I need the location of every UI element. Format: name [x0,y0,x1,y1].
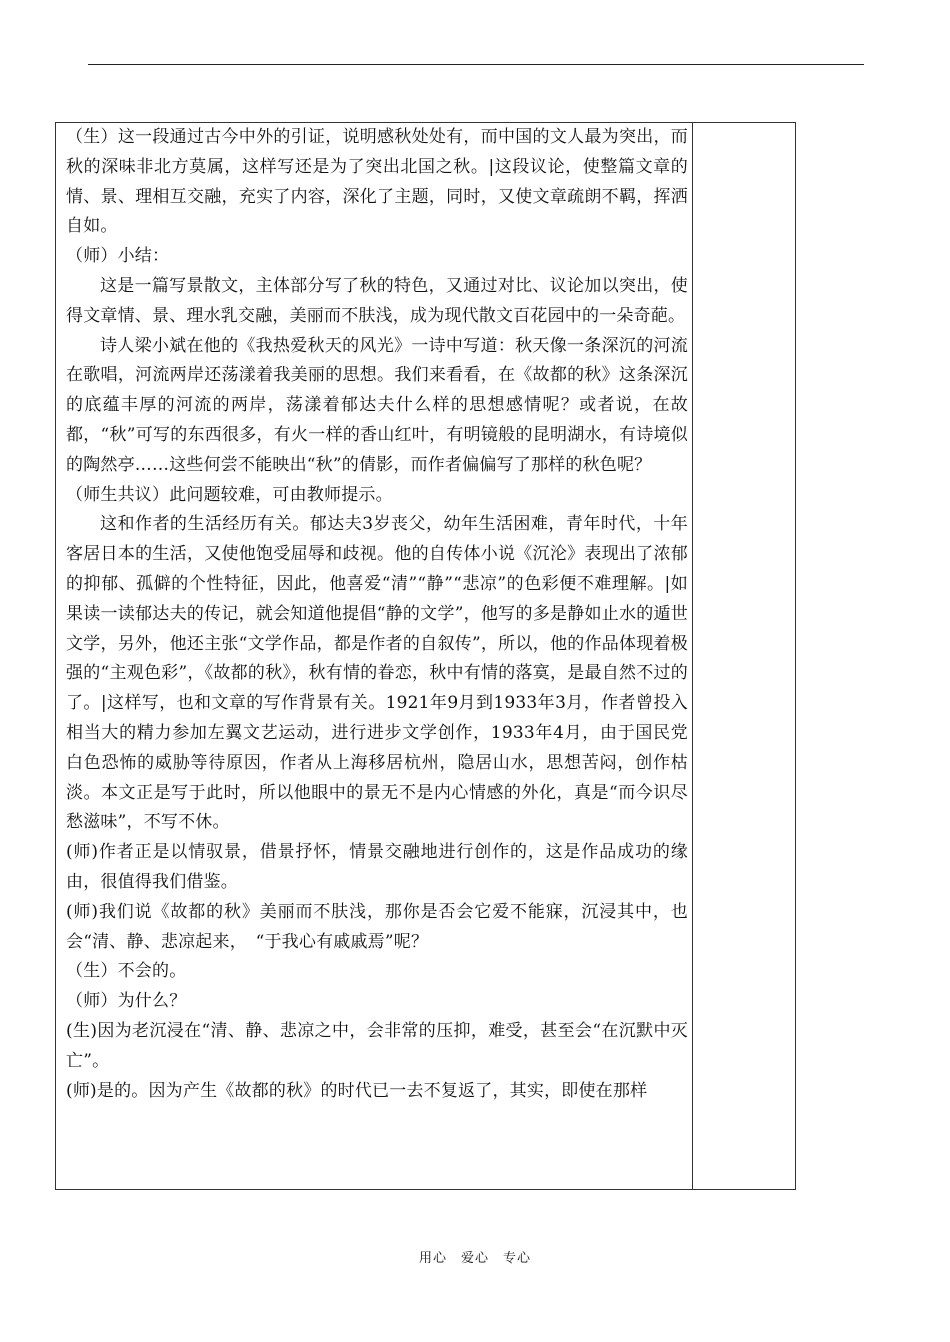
paragraph: （师生共议）此问题较难，可由教师提示。 [66,484,393,505]
paragraph: 诗人梁小斌在他的《我热爱秋天的风光》一诗中写道：秋天像一条深沉的河流在歌唱，河流两岸还荡漾着我美丽的思想。我们来看看，在《故都的秋》这条深沉的底蕴丰厚的河流的两岸，荡漾着郁达夫什么样的思想感情呢？或者说，在故都，“秋”可写的东西很多，有火一样的香山红叶，有明镜般的昆明湖水，有诗境似的陶然亭……这些何尝不能映出“秋”的倩影，而作者偏偏写了那样的秋色呢？ [66,335,688,475]
page-footer: 用心 爱心 专心 [418,1251,531,1266]
paragraph: (生)因为老沉浸在“清、静、悲凉之中，会非常的压抑，难受，甚至会“在沉默中灭亡”。 [66,1020,688,1071]
lesson-content-cell [66,123,688,1106]
header-rule [88,64,864,65]
table-column-divider [692,122,693,1190]
paragraph: （生）这一段通过古今中外的引证，说明感秋处处有，而中国的文人最为突出，而秋的深味非北方莫属，这样写还是为了突出北国之秋。|这段议论，使整篇文章的情、景、理相互交融，充实了内容，深化了主题，同时，又使文章疏朗不羁，挥洒自如。 [66,127,688,237]
paragraph: （师）为什么？ [66,991,187,1012]
paragraph: (师)作者正是以情驭景，借景抒怀，情景交融地进行创作的，这是作品成功的缘由，很值得我们借鉴。 [66,842,688,892]
paragraph: 这和作者的生活经历有关。郁达夫3岁丧父，幼年生活困难，青年时代，十年客居日本的生活，又使他饱受屈辱和歧视。他的自传体小说《沉沦》表现出了浓郁的抑郁、孤僻的个性特征，因此，他喜爱“清”“静”“悲凉”的色彩便不难理解。|如果读一读郁达夫的传记，就会知道他提倡“静的文学”，他写的多是静如止水的遁世文学，另外，他还主张“文学作品，都是作者的自叙传”，所以，他的作品体现着极强的“主观色彩”，《故都的秋》，秋有情的眷恋，秋中有情的落寞，是最自然不过的了。|这样写，也和文章的写作背景有关。1921年9月到1933年3月，作者曾投入相当大的精力参加左翼文艺运动，进行进步文学创作，1933年4月，由于国民党白色恐怖的威胁等待原因，作者从上海移居杭州，隐居山水，思想苦闷，创作枯淡。本文正是写于此时，所以他眼中的景无不是内心情感的外化，真是“而今识尽愁滋味”，不写不休。 [66,514,688,833]
paragraph: (师)是的。因为产生《故都的秋》的时代已一去不复返了，其实，即使在那样 [66,1080,648,1101]
paragraph: 这是一篇写景散文，主体部分写了秋的特色，又通过对比、议论加以突出，使得文章情、景、理水乳交融，美丽而不肤浅，成为现代散文百花园中的一朵奇葩。 [66,275,688,326]
paragraph: （师）小结： [66,246,170,267]
paragraph: （生）不会的。 [66,961,187,982]
paragraph: (师)我们说《故都的秋》美丽而不肤浅，那你是否会它爱不能寐，沉浸其中，也会“清、静、悲凉起来， “于我心有戚戚焉”呢？ [66,901,688,952]
